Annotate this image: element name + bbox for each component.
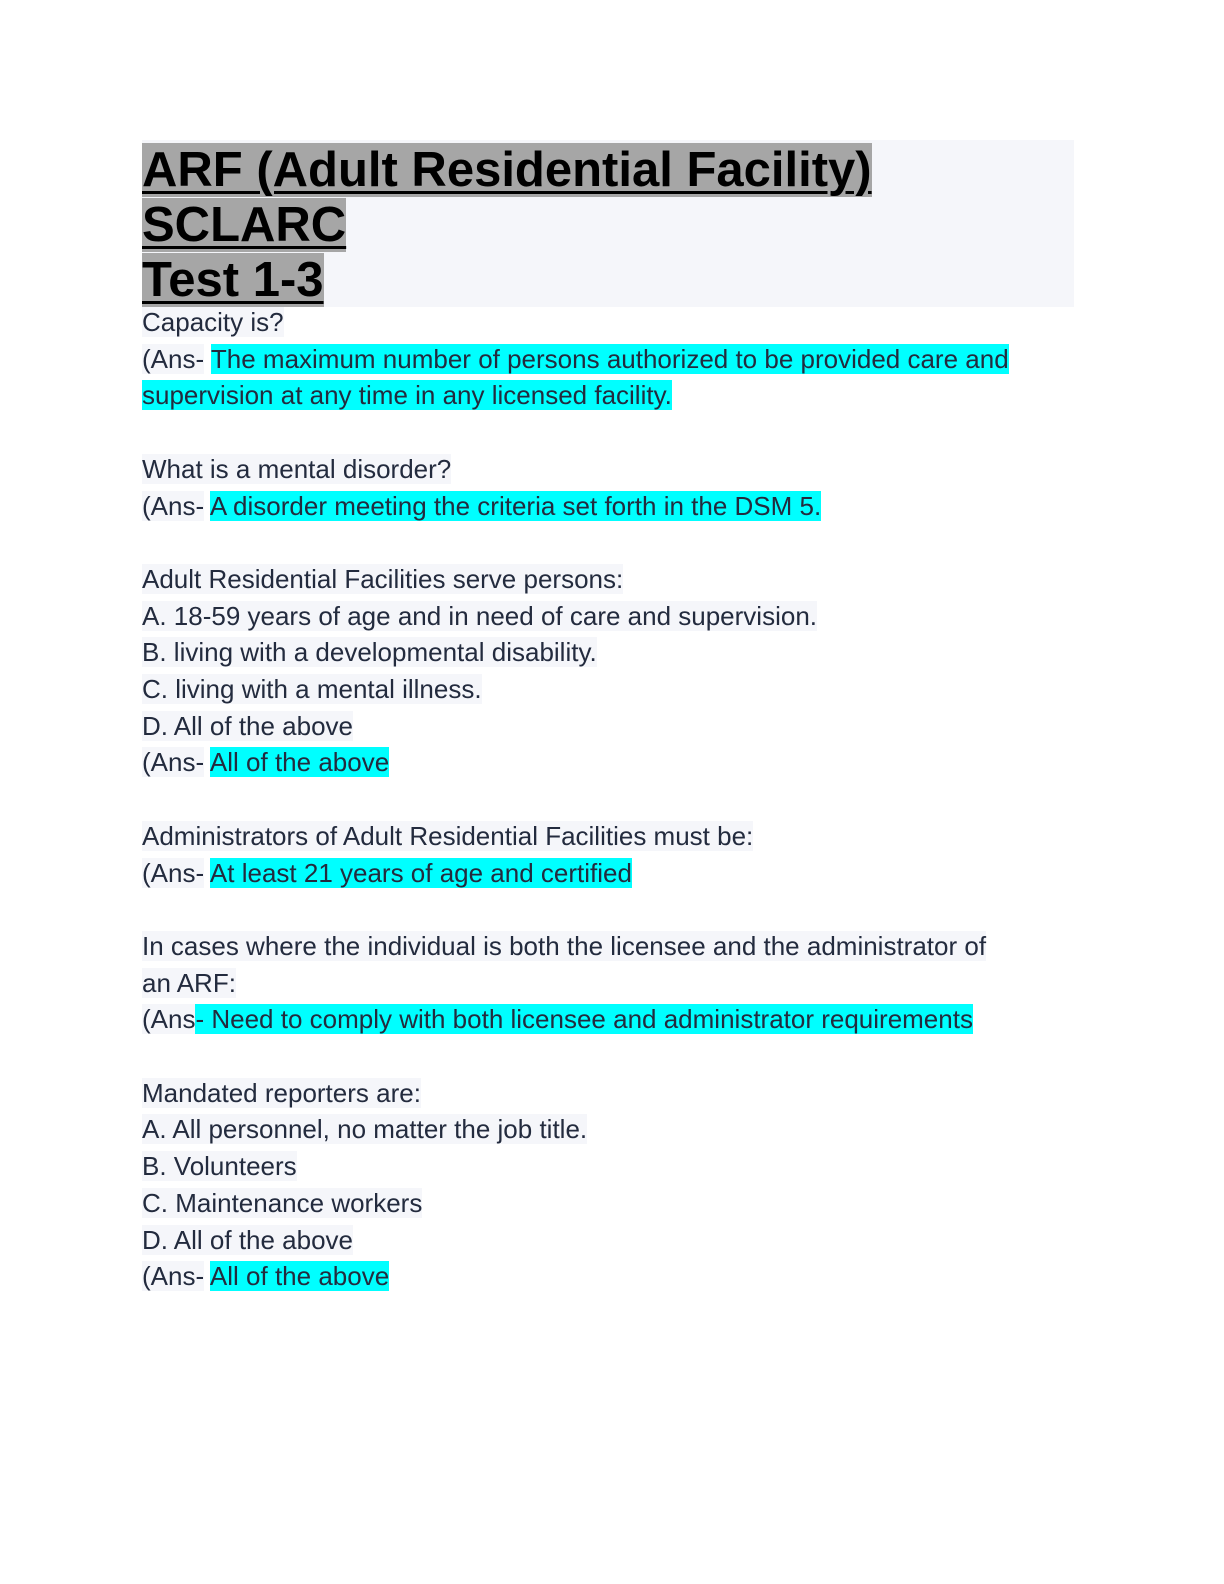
highlighted-answer: A disorder meeting the criteria set forth in the DSM 5. (209, 490, 822, 521)
answer-prefix: (Ans (142, 1004, 196, 1035)
answer-line (142, 1001, 1082, 1038)
question-line: Adult Residential Facilities serve persons: (142, 563, 624, 594)
answer-line (142, 744, 1082, 781)
question-line: Administrators of Adult Residential Facilities must be: (142, 820, 754, 851)
answer-line (142, 1258, 1082, 1295)
answer-line (142, 377, 1082, 414)
question-line: Capacity is? (142, 307, 284, 337)
answer-line (142, 341, 1082, 378)
question-line: C. Maintenance workers (142, 1187, 423, 1218)
question-line: A. 18-59 years of age and in need of care and supervision. (142, 600, 817, 631)
question-text (142, 818, 1082, 855)
page-title (142, 140, 1074, 308)
qa-item (142, 561, 1082, 781)
question-text (142, 928, 1082, 965)
highlighted-answer: All of the above (209, 747, 390, 778)
question-line: B. Volunteers (142, 1151, 297, 1182)
answer-prefix: (Ans- (142, 490, 205, 521)
highlighted-answer: - Need to comply with both licensee and administrator requirements (195, 1004, 973, 1035)
answer-option (142, 965, 1082, 1002)
answer-option (142, 1185, 1082, 1222)
title-line-1: ARF (Adult Residential Facility) SCLARC (142, 143, 872, 252)
qa-item (142, 304, 1082, 414)
question-line: D. All of the above (142, 1224, 354, 1255)
answer-option (142, 1222, 1082, 1259)
answer-option (142, 634, 1082, 671)
answer-option (142, 708, 1082, 745)
answer-prefix: (Ans- (142, 343, 205, 374)
highlighted-answer: At least 21 years of age and certified (209, 857, 632, 888)
answer-line (142, 855, 1082, 892)
answer-option (142, 671, 1082, 708)
question-line: D. All of the above (142, 710, 354, 741)
question-line: an ARF: (142, 967, 236, 998)
highlighted-answer: All of the above (209, 1261, 390, 1292)
question-line: Mandated reporters are: (142, 1077, 421, 1108)
answer-option (142, 1111, 1082, 1148)
qa-item (142, 1075, 1082, 1295)
qa-item (142, 818, 1082, 891)
question-line: B. living with a developmental disability. (142, 637, 597, 668)
qa-item (142, 451, 1082, 524)
highlighted-answer: The maximum number of persons authorized to be provided care and (210, 343, 1009, 374)
question-text (142, 304, 1082, 341)
title-block (142, 140, 1074, 307)
answer-option (142, 598, 1082, 635)
question-line: What is a mental disorder? (142, 453, 452, 484)
answer-prefix: (Ans- (142, 857, 205, 888)
question-text (142, 1075, 1082, 1112)
question-line: In cases where the individual is both the licensee and the administrator of (142, 930, 987, 961)
question-line: C. living with a mental illness. (142, 674, 482, 704)
title-line-2: Test 1-3 (142, 253, 324, 307)
question-text (142, 451, 1082, 488)
answer-option (142, 1148, 1082, 1185)
highlighted-answer: supervision at any time in any licensed facility. (142, 380, 672, 411)
qa-list (142, 304, 1082, 1332)
question-line: A. All personnel, no matter the job title. (142, 1114, 588, 1145)
answer-prefix: (Ans- (142, 1261, 205, 1292)
answer-line (142, 488, 1082, 525)
answer-prefix: (Ans- (142, 747, 205, 778)
qa-item (142, 928, 1082, 1038)
question-text (142, 561, 1082, 598)
